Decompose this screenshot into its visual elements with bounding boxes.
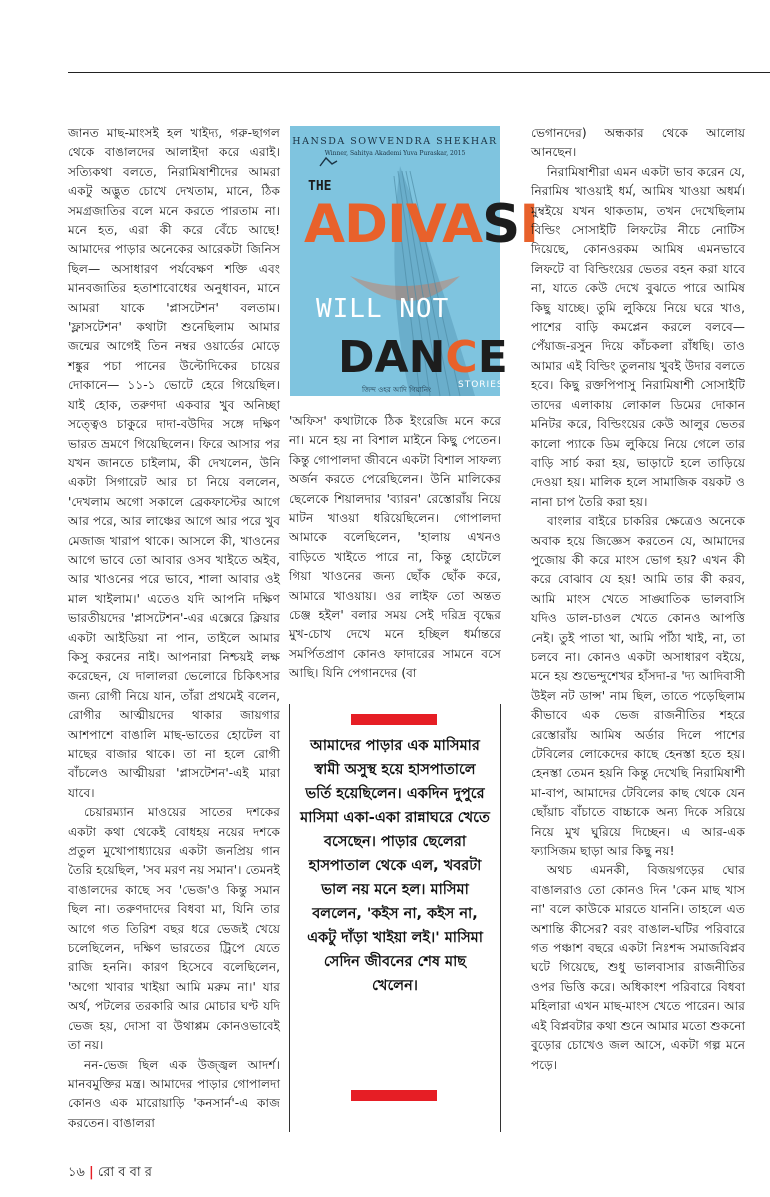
book-stories-label: STORIES [458, 380, 504, 390]
page-number: ১৬ [68, 1165, 85, 1180]
pull-quote-border-left [289, 704, 290, 1132]
book-title-the: THE [308, 179, 332, 194]
book-subtitle: জিন্দ ওহর আদি গিয়ানিং [362, 386, 432, 394]
book-cover-image [290, 126, 539, 396]
title-part: ADIVA [304, 194, 483, 255]
title-part: I [519, 194, 539, 255]
pull-quote-accent-bar-top [351, 714, 437, 725]
title-part: C [445, 332, 478, 383]
book-award: Winner, Sahitya Akademi Yuva Puraskar, 2015 [324, 150, 466, 157]
paragraph: নিরামিষাশীরা এমন একটা ভাব করেন যে, নিরামিষ খাওয়াই ধর্ম, আমিষ খাওয়া অধর্ম। মুম্বইয়ে যখন থাকতাম, তখন দেখেছিলাম বিল্ডিং সোসাইটি লিফটের নীচে নোটিস দিয়েছে, কোনওরকম আমিষ এমনভাবে লিফটে বা বিল্ডিংয়ের ভেতর বহন করা যাবে না, যাতে কেউ দেখে বুঝতে পারে আমিষ কিছু যাচ্ছে। তুমি লুকিয়ে নিয়ে ঘরে খাও, পাশের বাড়ি কমপ্লেন করলে বলবে— পেঁয়াজ-রসুন দিয়ে কাঁচকলা রাঁধছি। তাও আমার এই বিল্ডিং তুলনায় খুবই উদার বলতে হবে। কিছু রক্তপিপাসু নিরামিষাশী সোসাইটি তাদের এলাকায় লোকাল ডিমের দোকান মনিটর করে, বিল্ডিংয়ের কেউ আলুর ভেতর কালো প্যাকে ডিম লুকিয়ে নিয়ে গেলে তার বাড়ি সার্চ করা হয়, ভাড়াটে হলে তাড়িয়ে দেওয়া হয়। মালিক হলে সামাজিক বয়কট ও নানা চাপ তৈরি করা হয়। [531, 164, 745, 509]
paragraph: অথচ এমনকী, বিজয়গড়ের ঘোর বাঙালরাও তো কোনও দিন 'কেন মাছ খাস না' বলে কাউকে মারতে যাননি। তাহলে এত অশান্তি কীসের? বরং বাঙাল-ঘটির পরিবারে গত পঞ্চাশ বছরে একটা নিঃশব্দ সমাজবিপ্লব ঘটে গিয়েছে, শুধু ভালবাসার রাজনীতির ওপর ভিত্তি করে। অধিকাংশ পরিবারে বিধবা মহিলারা এখন মাছ-মাংস খেতে পারেন। আর এই বিপ্লবটার কথা শুনে আমার মতো শুকনো বুড়োর চোখেও জল আসে, একটা গল্প মনে পড়ে। [531, 863, 746, 1072]
pull-quote-border-right [500, 704, 501, 1132]
paragraph: নন-ভেজ ছিল এক উজ্জ্বল আদর্শ। মানবমুক্তির মন্ত্র। আমাদের পাড়ার গোপালদা কোনও এক মারোয়াড়ি 'কনসার্ন'-এ কাজ করতেন। বাঙালরা [68, 1057, 280, 1130]
folio-separator: | [89, 1165, 94, 1180]
book-title-will-not: WILL NOT [316, 294, 450, 324]
book-author: HANSDA SOWVENDRA SHEKHAR [292, 136, 498, 147]
pull-quote-text: আমাদের পাড়ার এক মাসিমার স্বামী অসুস্থ হয়ে হাসপাতালে ভর্তি হয়েছিলেন। একদিন দুপুরে মাসিমা একা-একা রান্নাঘরে খেতে বসেছেন। পাড়ার ছেলেরা হাসপাতাল থেকে এল, খবরটা ভাল নয় মনে হল। মাসিমা বললেন, 'কইস না, কইস না, একটু দাঁড়া খাইয়া লই।' মাসিমা সেদিন জীবনের শেষ মাছ খেলেন। [300, 738, 490, 994]
header-rule [68, 72, 770, 73]
title-part: E [477, 332, 508, 383]
paragraph: বাংলার বাইরে চাকরির ক্ষেত্রেও অনেকে অবাক হয়ে জিজ্ঞেস করতেন যে, আমাদের পুজোয় কী করে মাংস ভোগ হয়? এখন কী করে বোঝাব যে হয়! আমি তার কী করব, আমি মাংস খেতে সাঙ্ঘাতিক ভালবাসি যদিও ডাল-চাওল খেতে কোনও আপত্তি নেই। তুই পাতা খা, আমি পাঁঠা খাই, না, তা চলবে না। কোনও একটা অসাধারণ বইয়ে, মনে হয় শুভেন্দুশেখর হাঁসদা-র 'দ্য আদিবাসী উইল নট ডান্স' নাম ছিল, তাতে পড়েছিলাম কীভাবে এক ভেজ রাজনীতির শহরে রেস্তোরাঁয় আমিষ অর্ডার দিলে পাশের টেবিলের লোকেদের কাছে হেনস্তা হতে হয়। হেনস্তা তেমন হয়নি কিন্তু দেখেছি নিরামিষাশী মা-বাপ, আমাদের টেবিলের কাছ থেকে যেন ছোঁয়াচ বাঁচাতে বাচ্চাকে অন্য দিকে সরিয়ে নিয়ে মুখ ঘুরিয়ে দিচ্ছেন। এ আর-এক ফ্যাসিজম ছাড়া আর কিছু নয়! [531, 514, 745, 859]
pull-quote-accent-bar-bottom [351, 1090, 437, 1101]
publication-title: রো ব বা র [97, 1165, 152, 1180]
paragraph: ভেগানদের) অন্ধকার থেকে আলোয় আনছেন। [531, 126, 745, 160]
pull-quote-box [289, 704, 501, 1132]
title-part: S [482, 194, 520, 255]
article-column-left [68, 124, 280, 1133]
article-column-middle [289, 412, 501, 684]
article-column-right [531, 124, 745, 1075]
title-part: DAN [338, 332, 446, 383]
paragraph: 'অফিস' কথাটাকে ঠিক ইংরেজি মনে করে না। মনে হয় না বিশাল মাইনে কিছু পেতেন। কিন্তু গোপালদা জীবনে একটা বিশাল সাফল্য অর্জন করতে পেরেছিলেন। উনি মালিকের ছেলেকে শিয়ালদার 'ব্যারন' রেস্তোরাঁয় নিয়ে মাটন খাওয়া ধরিয়েছিলেন। গোপালদা আমাকে বলেছিলেন, 'হালায় এখনও বাড়িতে খাইতে পারে না, কিন্তু হোটেলে গিয়া খাওনের জন্য ছোঁক ছোঁক করে, আমারে খাওয়ায়। ওর লাইফ তো অন্তত চেঞ্জ হইল' বলার সময় সেই দরিদ্র বৃদ্ধের মুখ-চোখ দেখে মনে হচ্ছিল ধর্মান্তরে সমর্পিতপ্রাণ কোনও ফাদারের সামনে বসে আছি। যিনি পেগানদের (বা [289, 414, 501, 681]
page-folio [68, 1163, 152, 1184]
book-title-dance [338, 332, 508, 383]
paragraph: চেয়ারম্যান মাওয়ের সাতের দশকের একটা কথা থেকেই বোধহয় নয়ের দশকে প্রতুল মুখোপাধ্যায়ের একটা জনপ্রিয় গান তৈরি হয়েছিল, 'সব মরণ নয় সমান'। তেমনই বাঙালদের কাছে সব 'ভেজ'ও কিন্তু সমান ছিল না। তরুণদাদের বিধবা মা, যিনি তার আগে গত তিরিশ বছর ধরে ভেজই খেয়ে চলেছিলেন, দক্ষিণ ভারতের ট্রিপে যেতে রাজি হননি। কারণ হিসেবে বলেছিলেন, 'অগো খাবার খাইয়া আমি মরুম না।' যার অর্থ, পটলের তরকারি আর মোচার ঘণ্ট যদি ভেজ হয়, দোসা বা উথাপ্পম কোনওভাবেই তা নয়। [68, 805, 280, 1053]
book-title-adivasi [304, 194, 538, 255]
paragraph: জানত মাছ-মাংসই হল খাইদ্য, গরু-ছাগল থেকে বাঙালদের আলাইদা করে এরাই। সত্যিকথা বলতে, নিরামিষাশীদের আমরা একটু অদ্ভুত চোখে দেখতাম, মানে, ঠিক সমগ্রজাতির বলে মনে করতে পারতাম না। মনে হত, এরা কী করে বেঁচে আছে! আমাদের পাড়ার অনেকের আরেকটা জিনিস ছিল— অসাধারণ পর্যবেক্ষণ শক্তি এবং মানবজাতির হতাশাবোধের অনুধাবন, মানে আমরা যাকে 'প্লাসটেশন' বলতাম। 'ফ্লাসটেশন' কথাটা শুনেছিলাম আমার জন্মের আগেই তিন নম্বর ওয়ার্ডের মোড়ে শঙ্কুর পচা পানের উল্টোদিকের চায়ের দোকানে— ১১-১ ভোটে হেরে গিয়েছিল। যাই হোক, তরুণদা একবার খুব অনিচ্ছা সত্ত্বেও চাকুরে দাদা-বউদির সঙ্গে দক্ষিণ ভারত ভ্রমণে গিয়েছিলেন। ফিরে আসার পর যখন জানতে চাইলাম, কী দেখলেন, উনি একটা সিগারেট আর চা নিয়ে বললেন, 'দেখলাম অগো সকালে ব্রেকফাস্টের আগে আর পরে, আর লাঞ্চের আগে আর পরে খুব মেজাজ খারাপ থাকে। আসলে কী, খাওনের আগে ভাবে তো আবার ওসব খাইতে অইব, আর খাওনের পরে ভাবে, শালা আবার ওই মাল খাইলাম।' এতেও যদি আপনি দক্ষিণ ভারতীয়দের 'প্লাসটেশন'-এর এক্সেরে ক্লিয়ার একটা আইডিয়া না পান, তাইলে আমার কিসু করনের নাই। আপনারা নিশ্চয়ই লক্ষ করেছেন, যে দালালরা ভেলোরে চিকিৎসার জন্য রোগী নিয়ে যান, তাঁরা প্রথমেই বলেন, রোগীর আত্মীয়দের থাকার জায়গার আশপাশে বাঙালি মাছ-ভাতের হোটেল বা মাছের বাজার থাকে। তা না হলে রোগী বাঁচলেও আত্মীয়রা 'প্লাসটেশন'-এই মারা যাবে। [68, 126, 280, 800]
